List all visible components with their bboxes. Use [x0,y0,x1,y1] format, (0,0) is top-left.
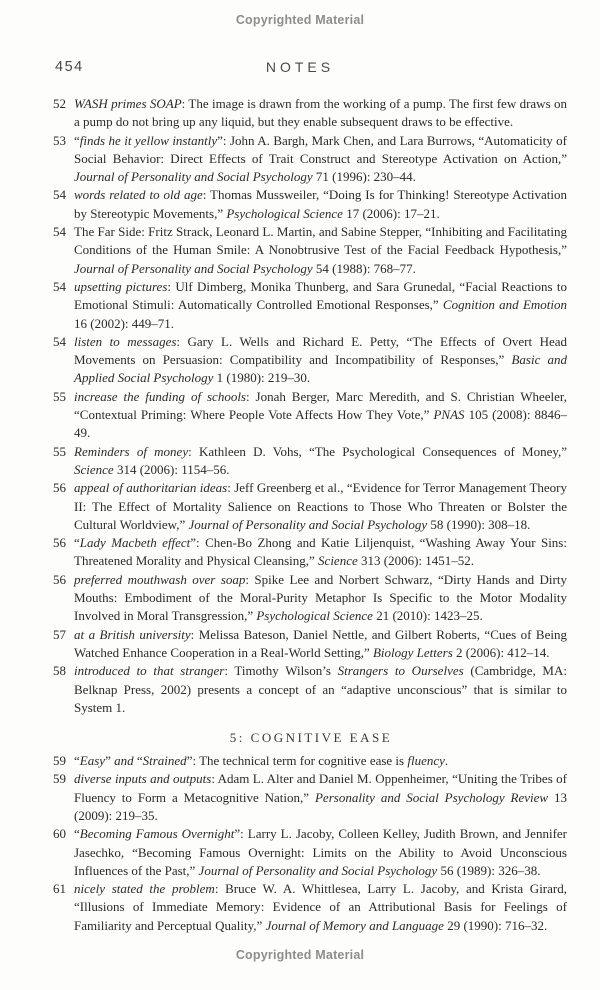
note-number: 56 [53,535,66,551]
note-number: 61 [53,881,66,897]
note-item [55,388,567,443]
note-number: 57 [53,626,66,642]
note-number: 55 [53,443,66,459]
note-text: nicely stated the problem: Bruce W. A. Whittlesea, Larry L. Jacoby, and Krista Girard, “Illusions of Immediate Memory: Evidence of an Attributional Basis for Feelings of Familiarity and Perceptual Quality,” Journal of Memory and Language 29 (1990): 716–32. [74,881,567,933]
running-head-title: NOTES [265,59,335,75]
note-item [55,333,567,388]
note-item [55,132,567,187]
note-item [55,479,567,534]
note-text: increase the funding of schools: Jonah Berger, Marc Meredith, and S. Christian Wheeler, “Contextual Priming: Where People Vote Affects How They Vote,” PNAS 105 (2008): 8846–49. [74,388,567,441]
note-item [55,571,567,626]
note-item [55,825,567,880]
note-text: Reminders of money: Kathleen D. Vohs, “The Psychological Consequences of Money,” Science 314 (2006): 1154–56. [74,443,568,477]
note-item [55,662,567,717]
note-text: “Lady Macbeth effect”: Chen-Bo Zhong and Katie Liljenquist, “Washing Away Your Sins: Threatened Morality and Physical Cleansing,” Science 313 (2006): 1451–52. [74,535,567,569]
note-number: 58 [53,663,66,679]
note-number: 59 [53,753,66,769]
note-item [55,880,567,935]
note-text: listen to messages: Gary L. Wells and Richard E. Petty, “The Effects of Overt Head Movements on Persuasion: Compatibility and Incompatibility of Responses,” Basic and Applied Social Psychology 1 (1980): 219–30. [74,333,567,386]
note-item [55,443,567,480]
copyright-banner-top: Copyrighted Material [235,13,365,27]
note-number: 56 [53,480,66,496]
notes-list-chapter-5 [55,752,567,935]
note-text: “finds he it yellow instantly”: John A. Bargh, Mark Chen, and Lara Burrows, “Automaticity of Social Behavior: Direct Effects of Trait Construct and Stereotype Activation on Action,” Journal of Personality and Social Psychology 71 (1996): 230–44. [74,132,567,185]
section-heading-cognitive-ease: 5: COGNITIVE EASE [229,730,393,746]
page-number: 454 [55,59,84,75]
note-text: The Far Side: Fritz Strack, Leonard L. Martin, and Sabine Stepper, “Inhibiting and Facilitating Conditions of the Human Smile: A Nonobtrusive Test of the Facial Feedback Hypothesis,” Journal of Personality and Social Psychology 54 (1988): 768–77. [74,224,567,276]
note-item [55,534,567,571]
note-number: 54 [53,224,66,240]
note-number: 53 [53,132,66,148]
note-item [55,223,567,278]
note-number: 52 [53,96,66,111]
note-text: at a British university: Melissa Bateson, Daniel Nettle, and Gilbert Roberts, “Cues of Being Watched Enhance Cooperation in a Real-World Setting,” Biology Letters 2 (2006): 412–14. [74,626,567,660]
note-number: 54 [53,187,66,203]
note-text: “Easy” and “Strained”: The technical term for cognitive ease is fluency. [74,753,449,769]
note-item [55,770,567,825]
note-text: words related to old age: Thomas Mussweiler, “Doing Is for Thinking! Stereotype Activation by Stereotypic Movements,” Psychological Science 17 (2006): 17–21. [74,187,567,221]
note-number: 54 [53,278,66,294]
note-number: 60 [53,826,66,842]
note-text: “Becoming Famous Overnight”: Larry L. Jacoby, Colleen Kelley, Judith Brown, and Jennifer Jasechko, “Becoming Famous Overnight: Limits on the Ability to Avoid Unconscious Influences of the Past,” Journal of Personality and Social Psychology 56 (1989): 326–38. [74,826,567,878]
copyright-banner-bottom: Copyrighted Material [235,948,365,962]
note-text: WASH primes SOAP: The image is drawn from the working of a pump. The first few draws on a pump do not bring up any liquid, but they enable subsequent draws to be effective. [74,96,567,130]
note-item [55,186,567,223]
note-number: 56 [53,571,66,587]
page-header [0,59,600,79]
note-number: 54 [53,333,66,349]
notes-content [55,95,567,935]
note-number: 59 [53,771,66,787]
note-text: preferred mouthwash over soap: Spike Lee and Norbert Schwarz, “Dirty Hands and Dirty Mouths: Embodiment of the Moral-Purity Metaphor Is Specific to the Motor Modality Involved in Moral Transgression,” Psychological Science 21 (2010): 1423–25. [74,571,567,624]
note-item [55,626,567,663]
note-number: 55 [53,388,66,404]
note-item [55,752,567,770]
notes-list-chapter-4 [55,95,567,717]
note-text: upsetting pictures: Ulf Dimberg, Monika Thunberg, and Sara Grunedal, “Facial Reactions to Emotional Stimuli: Automatically Controlled Emotional Responses,” Cognition and Emotion 16 (2002): 449–71. [74,278,567,331]
note-item [55,278,567,333]
note-item [55,95,567,132]
note-text: appeal of authoritarian ideas: Jeff Greenberg et al., “Evidence for Terror Management Theory II: The Effect of Mortality Salience on Reactions to Those Who Threaten or Bolster the Cultural Worldview,” Journal of Personality and Social Psychology 58 (1990): 308–18. [74,480,568,532]
note-text: diverse inputs and outputs: Adam L. Alter and Daniel M. Oppenheimer, “Uniting the Tribes of Fluency to Form a Metacognitive Nation,” Personality and Social Psychology Review 13 (2009): 219–35. [74,771,568,823]
note-text: introduced to that stranger: Timothy Wilson’s Strangers to Ourselves (Cambridge, MA: Belknap Press, 2002) presents a concept of an “adaptive unconscious” that is similar to System 1. [74,663,567,715]
